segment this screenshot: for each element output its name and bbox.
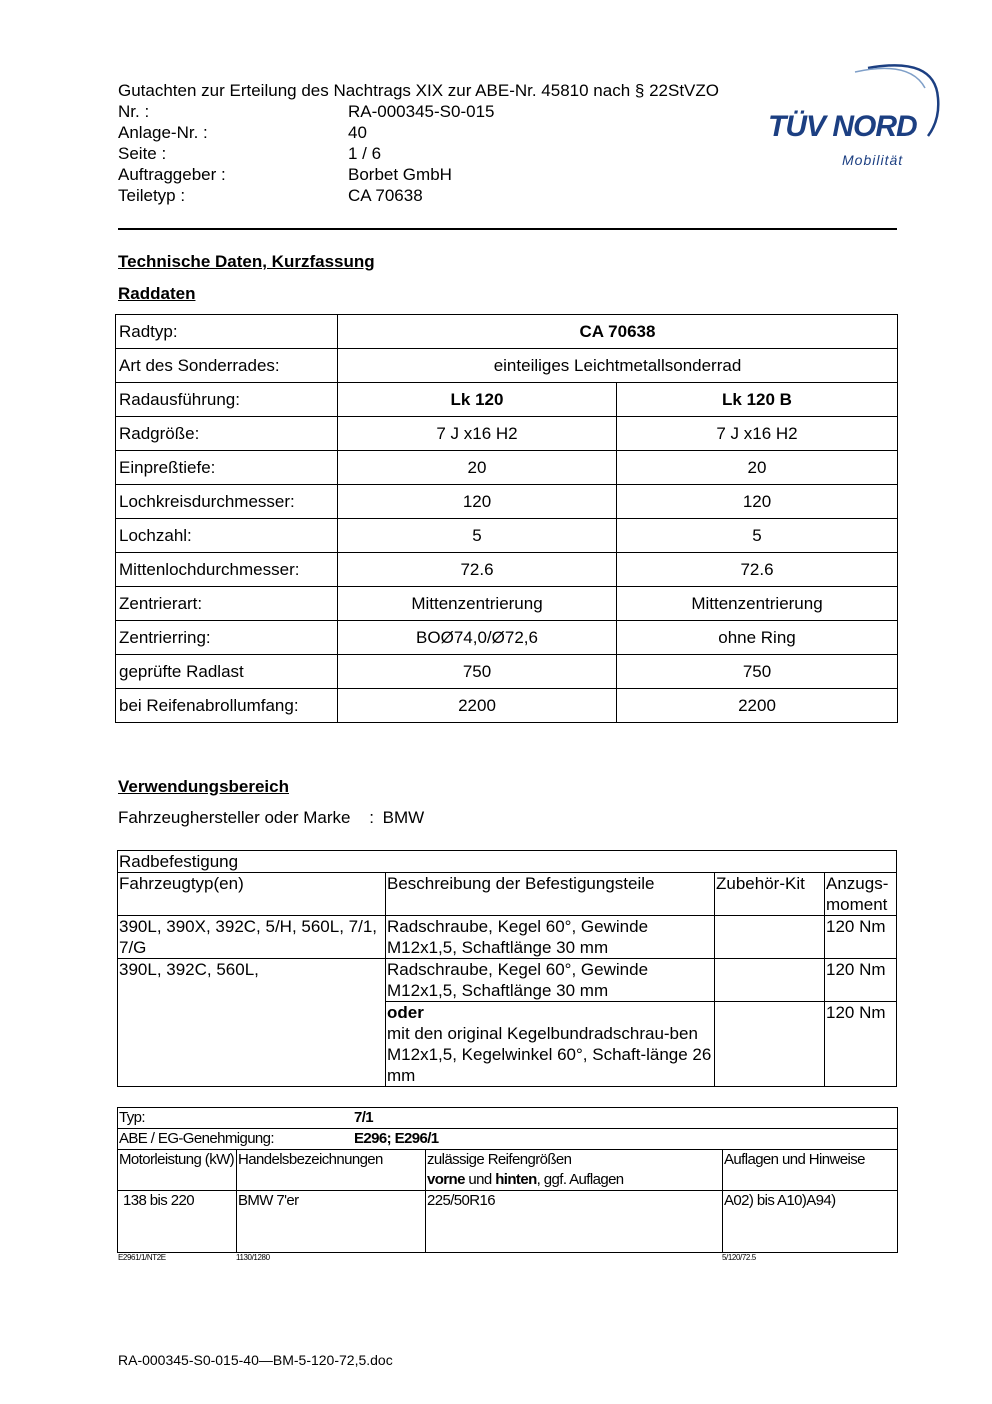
header-zubehoer-kit: Zubehör-Kit — [715, 873, 825, 916]
note-1130: 1130/1280 — [236, 1253, 270, 1262]
table-row — [118, 851, 897, 873]
cell-moment: 120 Nm — [825, 916, 897, 959]
header-label: Auftraggeber : — [118, 165, 226, 184]
cell-value-b: 72.6 — [617, 553, 898, 587]
table-row — [116, 349, 898, 383]
raddaten-table — [115, 314, 898, 723]
hersteller-value: BMW — [382, 808, 425, 827]
document-title: Gutachten zur Erteilung des Nachtrags XIX zur ABE-Nr. 45810 nach § 22StVZO — [118, 81, 719, 100]
cell-kit — [715, 1002, 825, 1087]
table-row — [118, 1129, 898, 1150]
row-label: Zentrierart: — [116, 587, 338, 621]
cell-value-a: 2200 — [338, 689, 617, 723]
hersteller-separator: : — [369, 808, 374, 827]
row-label: geprüfte Radlast — [116, 655, 338, 689]
table-row — [116, 621, 898, 655]
row-label: Zentrierring: — [116, 621, 338, 655]
cell-beschreibung: Radschraube, Kegel 60°, Gewinde M12x1,5, Schaftlänge 30 mm — [386, 916, 715, 959]
header-value: 40 — [348, 123, 367, 142]
cell-value-b: 5 — [617, 519, 898, 553]
abe-row — [118, 1129, 898, 1150]
typ-table — [117, 1107, 898, 1253]
radtyp-value: CA 70638 — [338, 315, 898, 349]
cell-fahrzeugtyp: 390L, 392C, 560L, — [118, 959, 386, 1087]
cell-value-b: 120 — [617, 485, 898, 519]
table-header-row — [118, 873, 897, 916]
cell-kit — [715, 959, 825, 1002]
cell-value-a: BOØ74,0/Ø72,6 — [338, 621, 617, 655]
header-label: Teiletyp : — [118, 186, 186, 205]
typ-label: Typ: — [119, 1109, 145, 1126]
note-5-120: 5/120/72.5 — [722, 1253, 756, 1262]
cell-value-a: 7 J x16 H2 — [338, 417, 617, 451]
table-row — [116, 519, 898, 553]
reifen-header-line2 — [427, 1170, 721, 1190]
row-label: Lochzahl: — [116, 519, 338, 553]
row-label: Radgröße: — [116, 417, 338, 451]
header-reifengroessen — [426, 1150, 723, 1191]
table-row — [116, 451, 898, 485]
reifen-header-line1: zulässige Reifengrößen — [427, 1151, 572, 1168]
cell-moment: 120 Nm — [825, 1002, 897, 1087]
radbefestigung-table — [117, 850, 897, 1087]
header-moment-line1: Anzugs- — [826, 874, 889, 893]
table-row — [118, 1191, 898, 1253]
cell-value-a: 120 — [338, 485, 617, 519]
cell-value-b: Mittenzentrierung — [617, 587, 898, 621]
auflagen-suffix: , ggf. Auflagen — [536, 1171, 624, 1188]
header-value: 1 / 6 — [348, 144, 382, 163]
row-label: Radtyp: — [116, 315, 338, 349]
table-row — [116, 383, 898, 417]
cell-value-b: 7 J x16 H2 — [617, 417, 898, 451]
table-row — [118, 916, 897, 959]
header-divider — [118, 228, 897, 230]
table-row — [116, 587, 898, 621]
header-label: Anlage-Nr. : — [118, 123, 208, 142]
cell-value-b: 20 — [617, 451, 898, 485]
row-label: Art des Sonderrades: — [116, 349, 338, 383]
table-title: Radbefestigung — [118, 851, 897, 873]
cell-value-a: Lk 120 — [338, 383, 617, 417]
header-value: RA-000345-S0-015 — [348, 102, 495, 121]
table-row — [116, 417, 898, 451]
header-value: CA 70638 — [348, 186, 423, 205]
fahrzeughersteller-line — [118, 808, 424, 828]
cell-kit — [715, 916, 825, 959]
table-row — [116, 553, 898, 587]
header-label: Nr. : — [118, 102, 150, 121]
header-moment-line2: moment — [826, 895, 888, 914]
header-row-anlage — [118, 122, 719, 143]
row-label: Mittenlochdurchmesser: — [116, 553, 338, 587]
table-row — [116, 315, 898, 349]
header-value: Borbet GmbH — [348, 165, 452, 184]
header-beschreibung: Beschreibung der Befestigungsteile — [386, 873, 715, 916]
header-row-teiletyp — [118, 185, 719, 206]
table-row — [118, 959, 897, 1002]
logo-subtitle: Mobilität — [842, 152, 904, 168]
table-row — [116, 689, 898, 723]
cell-value-a: Mittenzentrierung — [338, 587, 617, 621]
document-header — [118, 80, 719, 206]
tuv-nord-logo — [760, 58, 945, 173]
row-label: bei Reifenabrollumfang: — [116, 689, 338, 723]
row-label: Einpreßtiefe: — [116, 451, 338, 485]
table-row — [118, 1108, 898, 1129]
header-row-seite — [118, 143, 719, 164]
vorne-label: vorne — [427, 1171, 465, 1188]
header-anzugsmoment — [825, 873, 897, 916]
abe-value: E296; E296/1 — [354, 1130, 439, 1147]
und-label: und — [464, 1171, 496, 1188]
abe-label: ABE / EG-Genehmigung: — [119, 1130, 274, 1147]
cell-beschreibung: Radschraube, Kegel 60°, Gewinde M12x1,5, Schaftlänge 30 mm — [386, 959, 715, 1002]
hinten-label: hinten — [495, 1171, 537, 1188]
oder-label: oder — [387, 1003, 424, 1022]
typ-value: 7/1 — [354, 1109, 374, 1126]
table-row — [116, 655, 898, 689]
cell-value-a: 72.6 — [338, 553, 617, 587]
heading-raddaten: Raddaten — [118, 284, 196, 303]
header-handelsbezeichnungen: Handelsbezeichnungen — [237, 1150, 426, 1191]
cell-value-b: 2200 — [617, 689, 898, 723]
cell-value-a: 5 — [338, 519, 617, 553]
header-row-nr — [118, 101, 719, 122]
cell-moment: 120 Nm — [825, 959, 897, 1002]
cell-value-a: 750 — [338, 655, 617, 689]
cell-reifengroesse: 225/50R16 — [426, 1191, 723, 1253]
cell-auflagen: A02) bis A10)A94) — [723, 1191, 898, 1253]
row-label: Radausführung: — [116, 383, 338, 417]
heading-technische-daten: Technische Daten, Kurzfassung — [118, 252, 375, 271]
hersteller-label: Fahrzeughersteller oder Marke — [118, 808, 351, 827]
cell-value-b: ohne Ring — [617, 621, 898, 655]
footer-filename: RA-000345-S0-015-40—BM-5-120-72,5.doc — [118, 1352, 393, 1368]
note-e296: E2961/1/NT2E — [118, 1253, 166, 1262]
cell-value-b: Lk 120 B — [617, 383, 898, 417]
cell-handelsbezeichnung: BMW 7'er — [237, 1191, 426, 1253]
art-value: einteiliges Leichtmetallsonderrad — [338, 349, 898, 383]
cell-beschreibung-alternative — [386, 1002, 715, 1087]
alternative-description: mit den original Kegelbundradschrau-ben M12x1,5, Kegelwinkel 60°, Schaft-länge 26 mm — [387, 1024, 712, 1085]
table-header-row — [118, 1150, 898, 1191]
header-auflagen-hinweise: Auflagen und Hinweise — [723, 1150, 898, 1191]
header-motorleistung: Motorleistung (kW) — [118, 1150, 237, 1191]
header-row-auftraggeber — [118, 164, 719, 185]
cell-value-b: 750 — [617, 655, 898, 689]
typ-row — [118, 1108, 898, 1129]
row-label: Lochkreisdurchmesser: — [116, 485, 338, 519]
table-row — [116, 485, 898, 519]
header-label: Seite : — [118, 144, 167, 163]
cell-value-a: 20 — [338, 451, 617, 485]
cell-fahrzeugtyp: 390L, 390X, 392C, 5/H, 560L, 7/1, 7/G — [118, 916, 386, 959]
heading-verwendungsbereich: Verwendungsbereich — [118, 777, 289, 796]
cell-motorleistung: 138 bis 220 — [118, 1191, 237, 1253]
header-fahrzeugtyp: Fahrzeugtyp(en) — [118, 873, 386, 916]
logo-wordmark: TÜV NORD — [768, 110, 917, 143]
